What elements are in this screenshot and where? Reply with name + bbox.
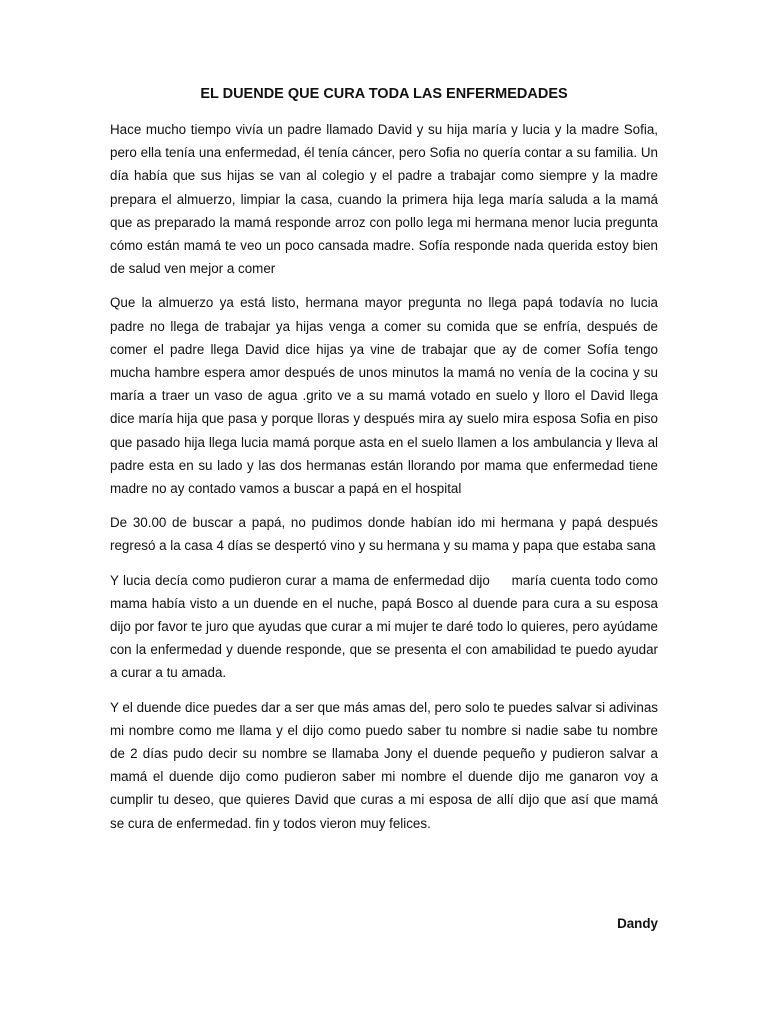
document-title: EL DUENDE QUE CURA TODA LAS ENFERMEDADES [200,86,568,102]
paragraph-3: De 30.00 de buscar a papá, no pudimos donde habían ido mi hermana y papá después regresó a la casa 4 días se despertó vino y su hermana y su mama y papa que estaba sana [110,515,658,554]
paragraph-2: Que la almuerzo ya está listo, hermana mayor pregunta no llega papá todavía no lucia padre no llega de trabajar ya hijas venga a comer su comida que se enfría, después de comer el padre llega David dice hijas ya vine de trabajar que ay de comer Sofía tengo mucha hambre espera amor después de unos minutos la mamá no venía de la cocina y su maría a traer un vaso de agua .grito ve a su mamá votado en suelo y lloro el David llega dice maría hija que pasa y porque lloras y después mira ay suelo mira esposa Sofia en piso que pasado hija llega lucia mamá porque asta en el suelo llamen a los ambulancia y lleva al padre esta en su lado y las dos hermanas están llorando por mama que enfermedad tiene madre no ay contado vamos a buscar a papá en el hospital [110,295,658,497]
paragraph-4: Y lucia decía como pudieron curar a mama de enfermedad dijo maría cuenta todo como mama había visto a un duende en el nuche, papá Bosco al duende para cura a su esposa dijo por favor te juro que ayudas que curar a mi mujer te daré todo lo quieres, pero ayúdame con la enfermedad y duende responde, que se presenta el con amabilidad te puedo ayudar a curar a tu amada. [110,572,662,681]
paragraph-1: Hace mucho tiempo vivía un padre llamado David y su hija maría y lucia y la madre Sofia, pero ella tenía una enfermedad, él tenía cáncer, pero Sofia no quería contar a su familia. Un día había que sus hijas se van al colegio y el padre a trabajar como siempre y la madre prepara el almuerzo, limpiar la casa, cuando la primera hija lega maría saluda a la mamá que as preparado la mamá responde arroz con pollo lega mi hermana menor lucia pregunta cómo están mamá te veo un poco cansada madre. Sofía responde nada querida estoy bien de salud ven mejor a comer [110,122,658,277]
paragraph-5: Y el duende dice puedes dar a ser que más amas del, pero solo te puedes salvar si adivinas mi nombre como me llama y el dijo como puedo saber tu nombre si nadie sabe tu nombre de 2 días pudo decir su nombre se llamaba Jony el duende pequeño y pudieron salvar a mamá el duende dijo como pudieron saber mi nombre el duende dijo me ganaron voy a cumplir tu deseo, que quieres David que curas a mi esposa de allí dijo que así que mamá se cura de enfermedad. fin y todos vieron muy felices. [110,699,658,831]
document-body [110,118,662,846]
author-signature: Dandy [617,916,658,931]
